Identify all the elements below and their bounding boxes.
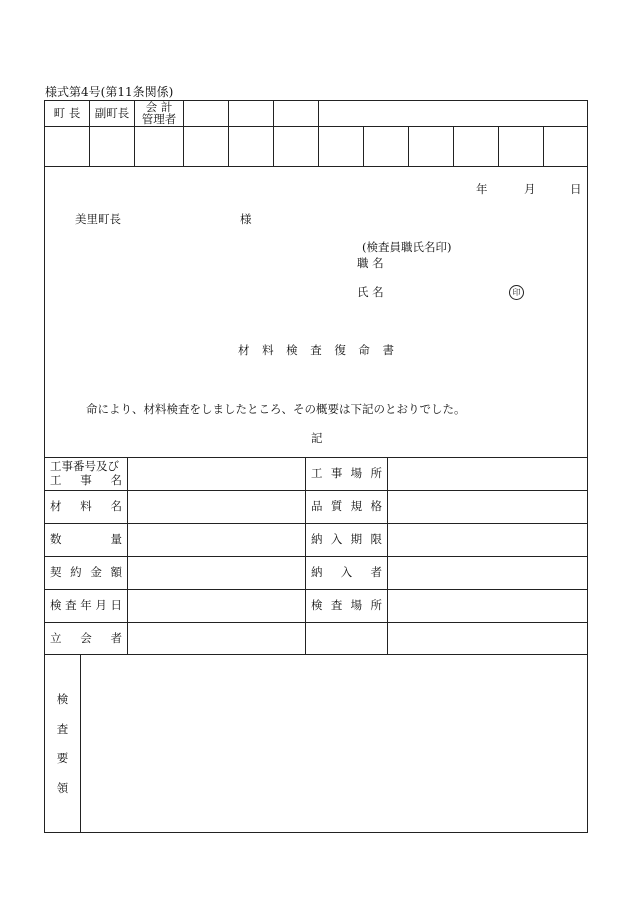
label-char: 査	[65, 598, 77, 612]
grid-v11	[543, 126, 544, 166]
table-h7	[44, 654, 588, 655]
body-text: 命により、材料検査をしましたところ、その概要は下記のとおりでした。	[86, 402, 466, 416]
label-koji-basho	[311, 467, 382, 480]
approval-kaikei-line1: 会 計	[145, 100, 173, 114]
label-char: 検	[311, 598, 323, 612]
date-month: 月	[524, 182, 536, 196]
document-title-char: 査	[310, 343, 322, 357]
label-char: 事	[330, 466, 343, 480]
label-char: 限	[370, 532, 382, 546]
inspector-label: (検査員職氏名印)	[362, 240, 452, 254]
label-char: 所	[370, 598, 382, 612]
approval-cho: 町 長	[53, 106, 81, 120]
label-koji-line1: 工事番号及び	[50, 459, 119, 473]
label-kensa-date	[50, 599, 122, 612]
label-char: 年	[80, 598, 92, 612]
label-zairyo	[50, 500, 122, 513]
label-suryo	[50, 533, 122, 546]
table-v1	[127, 457, 128, 654]
label-char: 名	[110, 473, 122, 487]
table-h6	[44, 622, 588, 623]
inspector-title-label: 職 名	[357, 256, 384, 270]
label-char: 質	[330, 499, 343, 513]
label-hinshitsu	[311, 500, 382, 513]
label-char: 金	[90, 565, 102, 579]
label-char: 額	[110, 565, 122, 579]
label-char: 所	[370, 466, 382, 480]
seal-icon: 印	[509, 285, 524, 300]
label-char: 材	[50, 499, 62, 513]
label-char: 品	[311, 499, 323, 513]
label-tachiai	[50, 632, 122, 645]
table-h4	[44, 556, 588, 557]
addressee-honorific: 様	[240, 212, 252, 226]
label-char: 月	[95, 598, 107, 612]
table-v3	[387, 457, 388, 654]
label-char: 査	[330, 598, 343, 612]
document-title-char: 料	[262, 343, 274, 357]
label-char: 者	[110, 631, 122, 645]
table-h3	[44, 523, 588, 524]
label-char: 場	[350, 466, 363, 480]
frame-right	[587, 100, 588, 833]
kensa-yoryo-char: 検	[56, 692, 69, 706]
grid-v4	[228, 100, 229, 166]
label-char: 場	[350, 598, 363, 612]
document-title	[238, 344, 394, 357]
label-keiyaku	[50, 566, 122, 579]
kensa-yoryo-char: 要	[56, 751, 69, 765]
label-char: 工	[50, 473, 62, 487]
label-char: 量	[110, 532, 122, 546]
label-char: 契	[50, 565, 62, 579]
grid-v6	[318, 100, 319, 166]
document-title-char: 材	[238, 343, 250, 357]
kensa-yoryo-char: 領	[56, 781, 69, 795]
grid-v5	[273, 100, 274, 166]
frame-bottom	[44, 832, 588, 833]
approval-kaikei-line2: 管理者	[141, 112, 177, 126]
yoryo-divider	[80, 654, 81, 832]
label-char: 会	[80, 631, 92, 645]
grid-v9	[453, 126, 454, 166]
document-title-char: 書	[382, 343, 394, 357]
document-title-char: 復	[334, 343, 346, 357]
ki-label: 記	[311, 431, 323, 445]
label-char: 日	[110, 598, 122, 612]
label-char: 入	[330, 532, 343, 546]
label-char: 検	[50, 598, 62, 612]
date-year: 年	[476, 182, 488, 196]
label-char: 規	[350, 499, 363, 513]
approval-bottom-line	[44, 166, 588, 167]
addressee-name: 美里町長	[75, 212, 121, 226]
approval-mid-line	[44, 126, 588, 127]
grid-v10	[498, 126, 499, 166]
label-char: 入	[340, 565, 353, 579]
label-koji-line2	[50, 474, 122, 487]
approval-fukucho: 副町長	[94, 106, 130, 120]
label-char: 立	[50, 631, 62, 645]
grid-v3	[183, 100, 184, 166]
label-nonyu-kigen	[311, 533, 382, 546]
label-char: 料	[80, 499, 92, 513]
label-nonyusha	[311, 566, 382, 579]
document-title-char: 命	[358, 343, 370, 357]
grid-v8	[408, 126, 409, 166]
label-char: 納	[311, 532, 323, 546]
inspector-name-label: 氏 名	[357, 285, 384, 299]
document-title-char: 検	[286, 343, 298, 357]
date-day: 日	[570, 182, 582, 196]
table-v2	[305, 457, 306, 654]
frame-top	[44, 100, 588, 101]
table-h1	[44, 457, 588, 458]
label-char: 納	[311, 565, 323, 579]
label-char: 事	[80, 473, 92, 487]
label-char: 名	[110, 499, 122, 513]
label-kensa-basho	[311, 599, 382, 612]
label-char: 約	[70, 565, 82, 579]
label-char: 者	[370, 565, 382, 579]
label-char: 数	[50, 532, 62, 546]
label-char: 工	[311, 466, 323, 480]
label-char: 格	[370, 499, 382, 513]
table-h2	[44, 490, 588, 491]
form-number: 様式第4号(第11条関係)	[45, 85, 174, 99]
label-char: 期	[350, 532, 363, 546]
table-h5	[44, 589, 588, 590]
grid-v7	[363, 126, 364, 166]
kensa-yoryo-char: 査	[56, 722, 69, 736]
